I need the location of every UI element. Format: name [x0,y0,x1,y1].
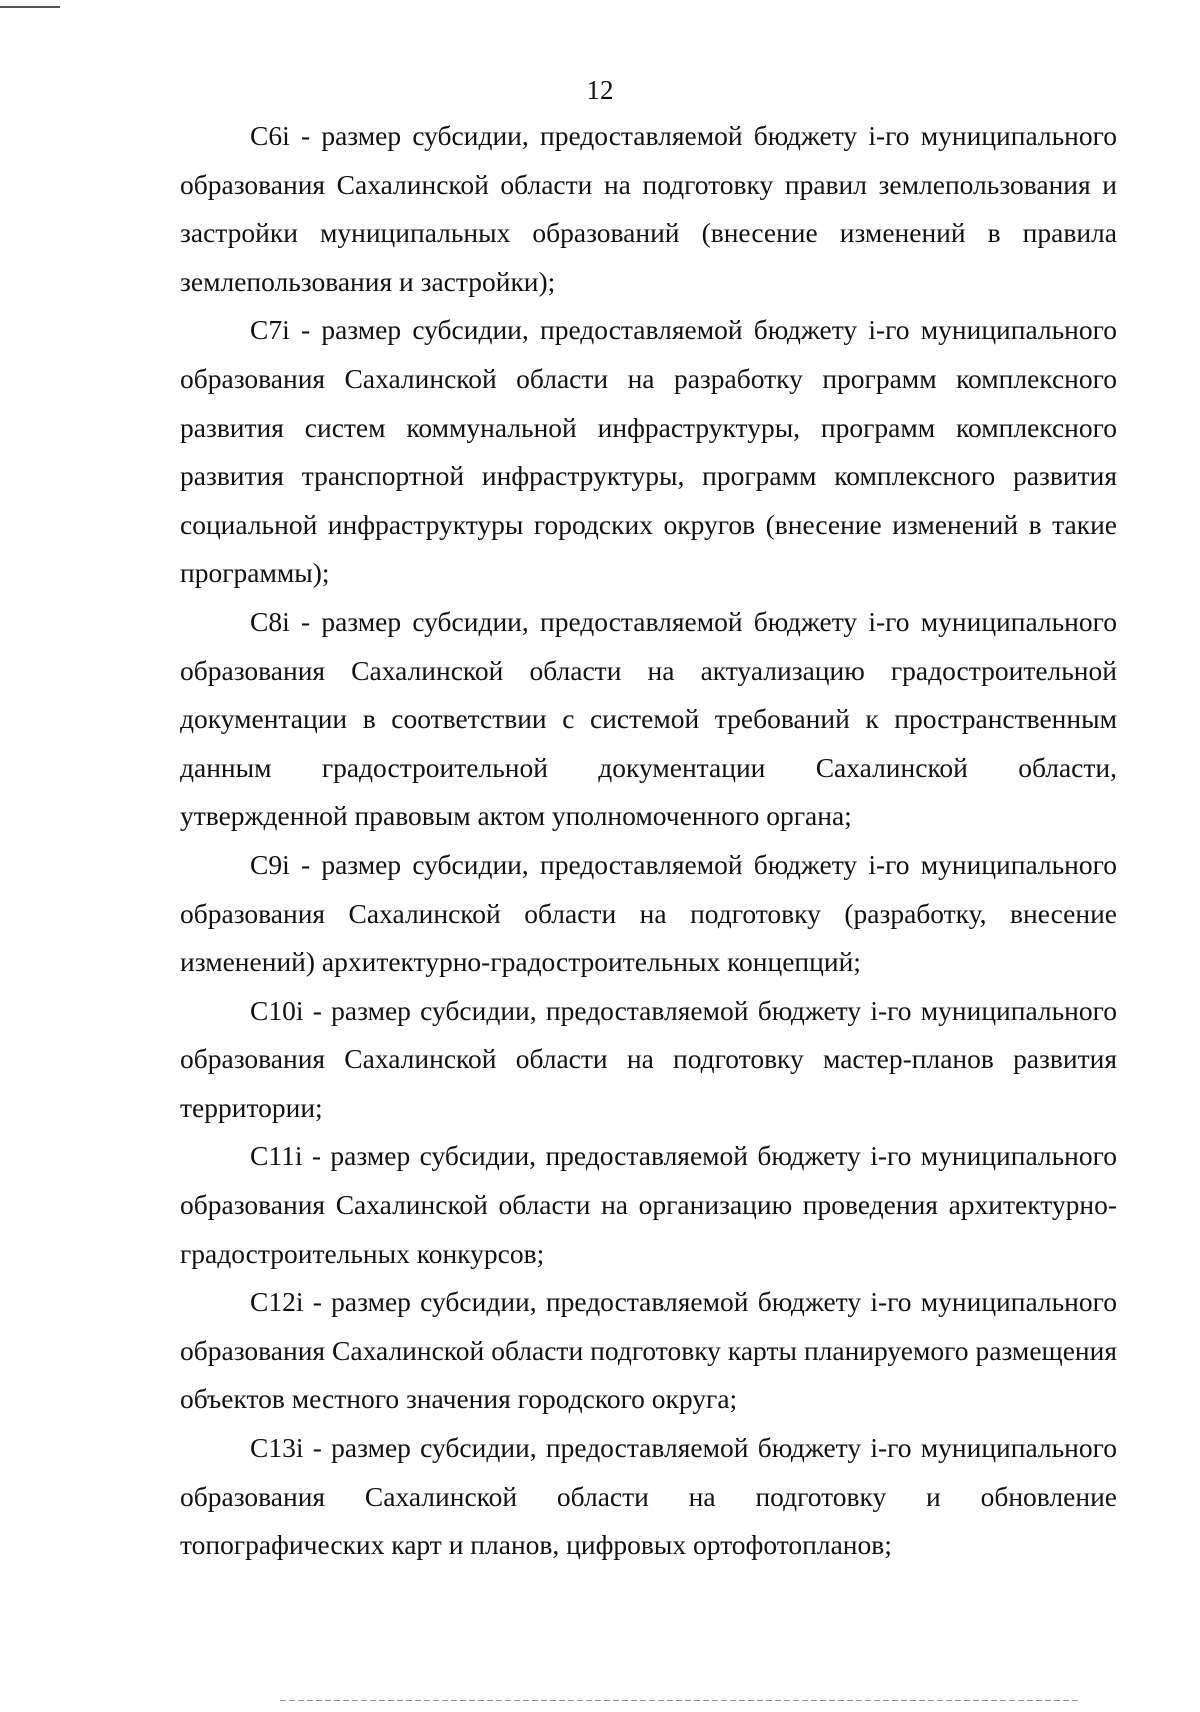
paragraph-c11i [180,1132,1117,1278]
term-label: C10i [250,994,304,1026]
paragraph-c7i [180,306,1117,598]
paragraph-text: - размер субсидии, предоставляемой бюджету i-го муниципального образования Сахалинской области на организацию проведения архитектурно-градостроительных конкурсов; [180,1140,1117,1269]
paragraph-text: - размер субсидии, предоставляемой бюджету i-го муниципального образования Сахалинской области на подготовку и обновление топографических карт и планов, цифровых ортофотопланов; [180,1432,1117,1561]
paragraph-c8i [180,598,1117,841]
paragraph-c12i [180,1278,1117,1424]
paragraph-text: - размер субсидии, предоставляемой бюджету i-го муниципального образования Сахалинской области на подготовку мастер-планов развития территории; [180,994,1117,1123]
term-label: C8i [250,605,290,637]
paragraph-text: - размер субсидии, предоставляемой бюджету i-го муниципального образования Сахалинской области подготовку карты планируемого размещения объектов местного значения городского округа; [180,1286,1117,1415]
paragraph-text: - размер субсидии, предоставляемой бюджету i-го муниципального образования Сахалинской области на разработку программ комплексного развития систем коммунальной инфраструктуры, программ комплексного развития транспортной инфраструктуры, программ комплексного развития социальной инфраструктуры городских округов (внесение изменений в такие программы); [180,314,1117,589]
paragraph-c13i [180,1424,1117,1570]
document-body [180,112,1117,1570]
term-label: C12i [250,1286,304,1318]
page-number: 12 [586,75,614,105]
paragraph-c10i [180,987,1117,1133]
paragraph-c6i [180,112,1117,306]
term-label: C9i [250,848,290,880]
scan-edge-mark-bottom [280,1700,1080,1701]
scan-edge-mark [0,6,60,8]
term-label: C11i [250,1140,303,1172]
term-label: C7i [250,314,290,346]
term-label: C6i [250,120,290,151]
term-label: C13i [250,1432,304,1464]
paragraph-c9i [180,841,1117,987]
paragraph-text: - размер субсидии, предоставляемой бюджету i-го муниципального образования Сахалинской области на подготовку правил землепользования и застройки муниципальных образований (внесение изменений в правила землепользования и застройки); [180,120,1117,297]
paragraph-text: - размер субсидии, предоставляемой бюджету i-го муниципального образования Сахалинской области на подготовку (разработку, внесение изменений) архитектурно-градостроительных концепций; [180,848,1117,978]
paragraph-text: - размер субсидии, предоставляемой бюджету i-го муниципального образования Сахалинской области на актуализацию градостроительной документации в соответствии с системой требований к пространственным данным градостроительной документации Сахалинской области, утвержденной правовым актом уполномоченного органа; [180,605,1117,832]
